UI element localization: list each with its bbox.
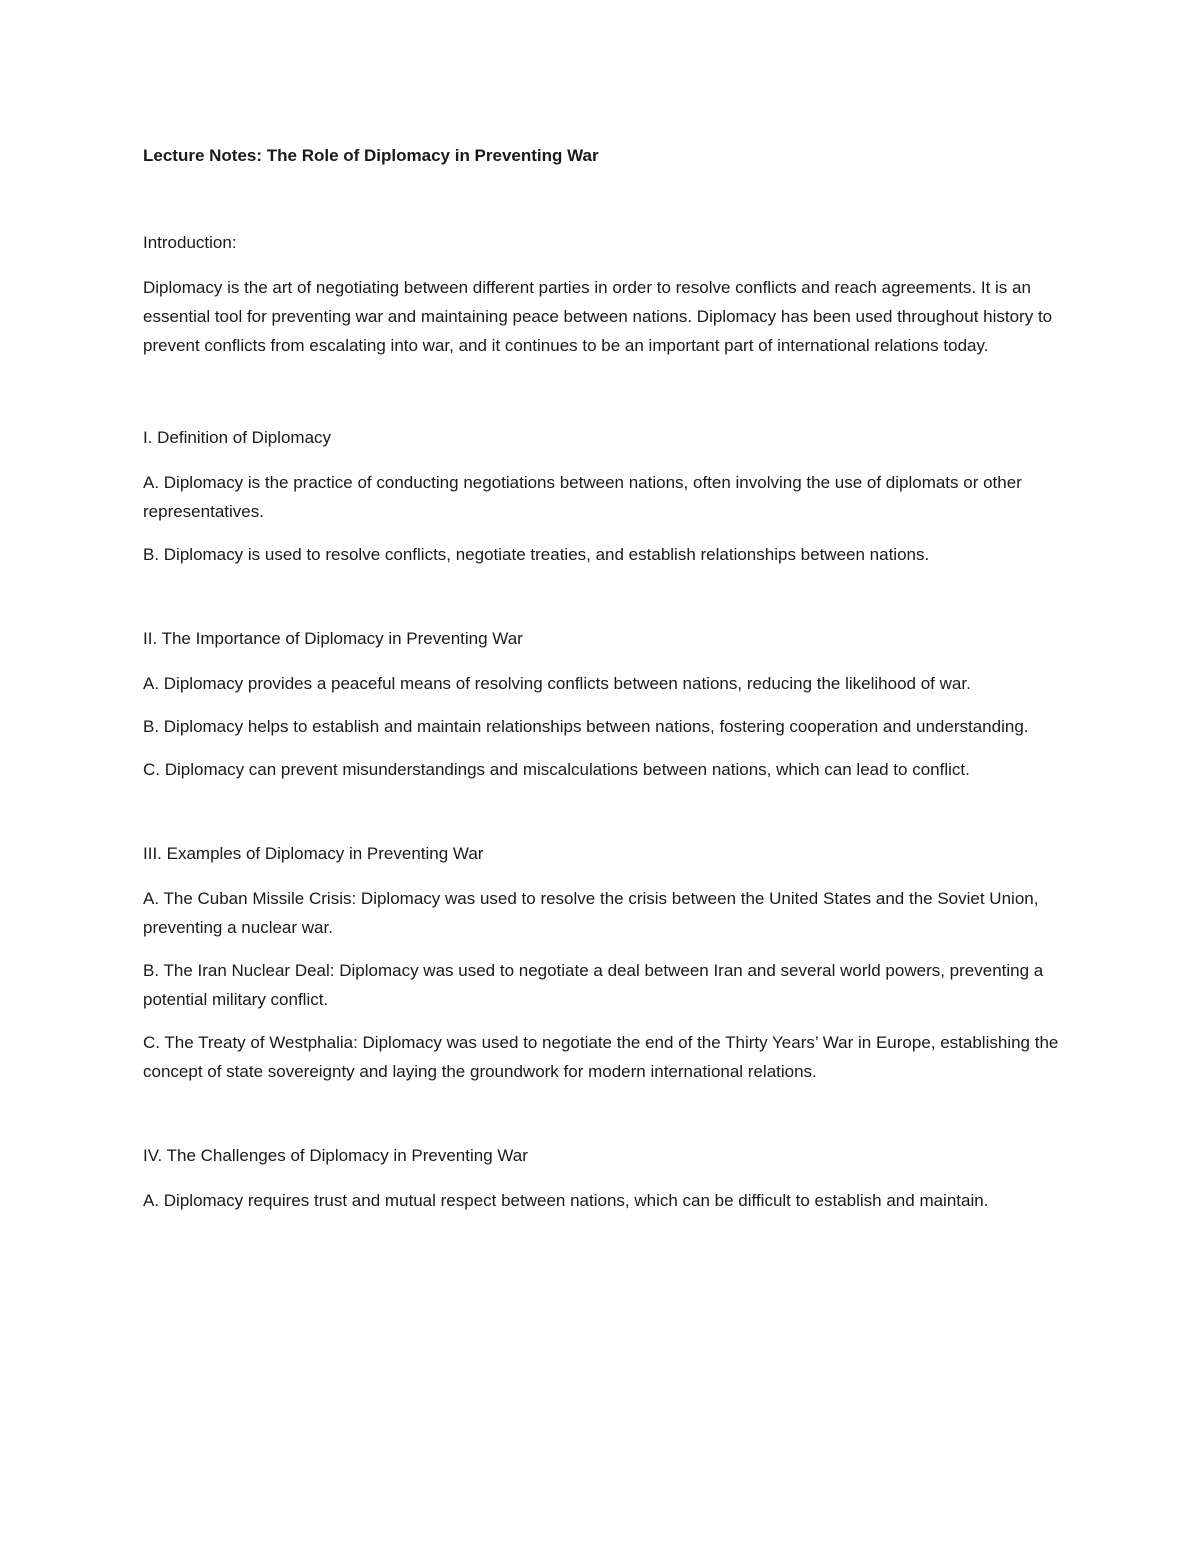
section-heading-challenges: IV. The Challenges of Diplomacy in Preventing War xyxy=(143,1146,528,1165)
section-heading-importance: II. The Importance of Diplomacy in Preventing War xyxy=(143,629,523,648)
section-item: A. Diplomacy provides a peaceful means of resolving conflicts between nations, reducing the likelihood of war. xyxy=(143,674,971,693)
section-item: C. The Treaty of Westphalia: Diplomacy was used to negotiate the end of the Thirty Years’ War in Europe, establishing the concept of state sovereignty and laying the groundwork for modern international relations. xyxy=(143,1033,1059,1081)
section-item: A. Diplomacy requires trust and mutual respect between nations, which can be difficult to establish and maintain. xyxy=(143,1191,989,1210)
section-item: A. Diplomacy is the practice of conducting negotiations between nations, often involving the use of diplomats or other representatives. xyxy=(143,473,1022,521)
section-item: B. The Iran Nuclear Deal: Diplomacy was used to negotiate a deal between Iran and several world powers, preventing a potential military conflict. xyxy=(143,961,1044,1009)
document-title: Lecture Notes: The Role of Diplomacy in Preventing War xyxy=(143,146,599,165)
section-heading-definition: I. Definition of Diplomacy xyxy=(143,428,332,447)
intro-heading: Introduction: xyxy=(143,233,237,252)
section-item: C. Diplomacy can prevent misunderstandings and miscalculations between nations, which can lead to conflict. xyxy=(143,760,970,779)
intro-paragraph: Diplomacy is the art of negotiating between different parties in order to resolve conflicts and reach agreements. It is an essential tool for preventing war and maintaining peace between nations. Diplomacy has been used throughout history to prevent conflicts from escalating into war, and it continues to be an important part of international relations today. xyxy=(143,278,1053,355)
section-item: B. Diplomacy is used to resolve conflicts, negotiate treaties, and establish relationships between nations. xyxy=(143,545,930,564)
section-heading-examples: III. Examples of Diplomacy in Preventing War xyxy=(143,844,484,863)
section-item: B. Diplomacy helps to establish and maintain relationships between nations, fostering cooperation and understanding. xyxy=(143,717,1029,736)
document-body xyxy=(143,146,1063,1215)
section-item: A. The Cuban Missile Crisis: Diplomacy was used to resolve the crisis between the United States and the Soviet Union, preventing a nuclear war. xyxy=(143,889,1039,937)
